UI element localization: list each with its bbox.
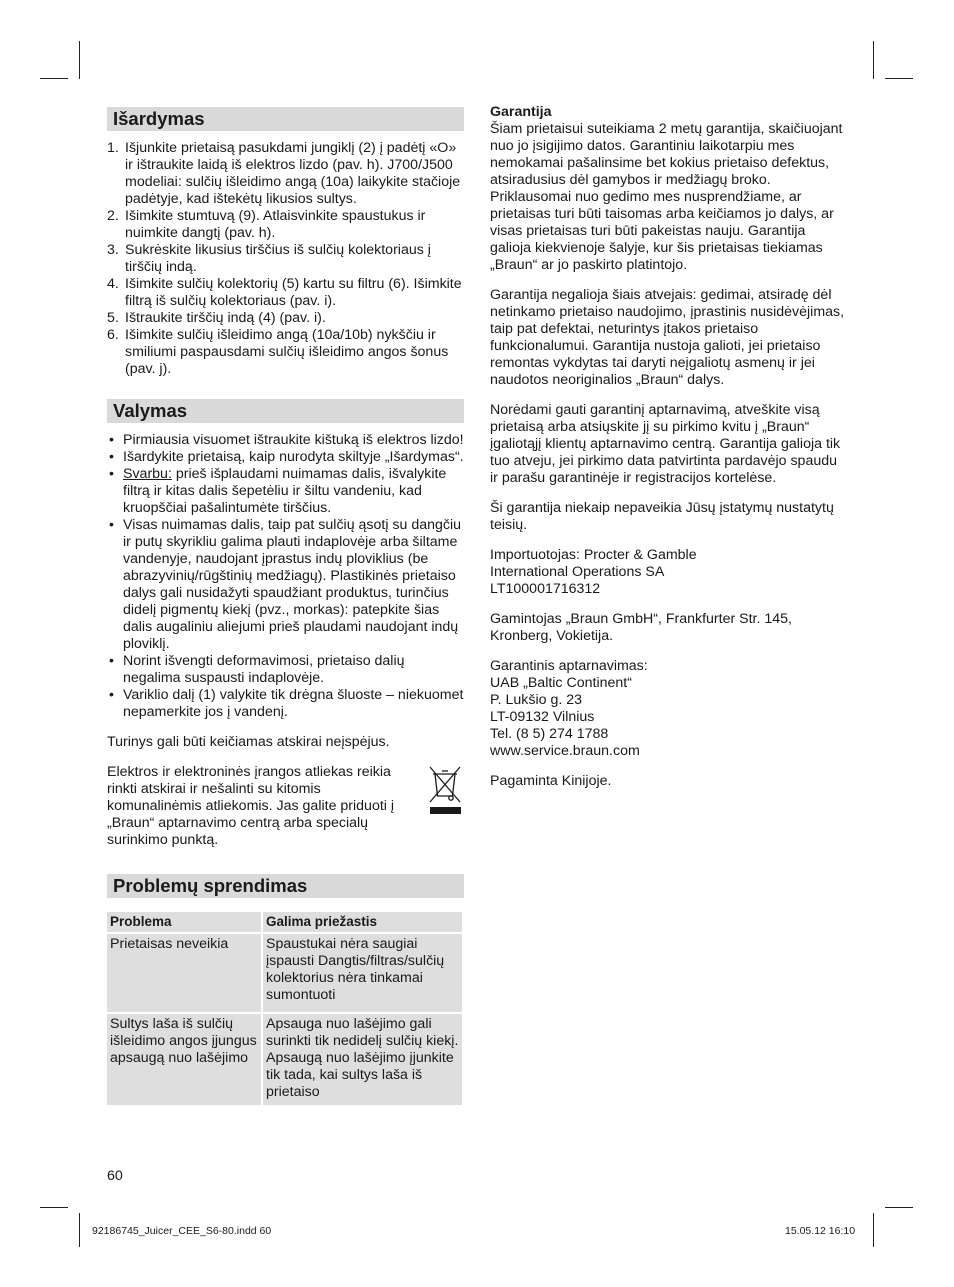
step-text: Išimkite sulčių kolektorių (5) kartu su filtru (6). Išimkite filtrą iš sulčių kolektoriaus (pav. i). — [125, 276, 462, 309]
step-text: Išimkite sulčių išleidimo angą (10a/10b) nykščiu ir smiliumi paspausdami sulčių išleidimo angos šonus (pav. j). — [125, 327, 449, 377]
made-in-text: Pagaminta Kinijoje. — [490, 773, 612, 789]
step-item — [107, 140, 464, 208]
warranty-paragraph: Norėdami gauti garantinį aptarnavimą, atveškite visą prietaisą arba atsiųskite jį su pirkimo kvitu į „Braun“ įgaliotąjį klientų aptarnavimo centrą. Garantija galioja tik tuo atveju, jei pirkimo data patvirtinta pardavėjo spaudu ir parašu garantinėje ir registracijos kortelėse. — [490, 402, 841, 486]
crop-mark — [40, 1207, 68, 1208]
step-number: 1. — [107, 140, 119, 156]
step-text: Išimkite stumtuvą (9). Atlaisvinkite spaustukus ir nuimkite dangtį (pav. h). — [125, 208, 426, 241]
service-line: Garantinis aptarnavimas: — [490, 658, 648, 674]
service-line: UAB „Baltic Continent“ — [490, 675, 632, 691]
bullet-text: Pirmiausia visuomet ištraukite kištuką iš elektros lizdo! — [123, 432, 464, 448]
troubleshooting-table — [105, 910, 464, 1107]
importer-line: International Operations SA — [490, 564, 665, 580]
step-item — [107, 310, 464, 327]
bullet-dot: • — [109, 687, 114, 703]
section-heading-cleaning: Valymas — [107, 399, 464, 423]
crop-mark — [40, 78, 68, 79]
warranty-paragraph: Garantija negalioja šiais atvejais: gedimai, atsiradę dėl netinkamo prietaiso naudojimo, įprastinis nusidėvėjimas, taip pat defektai, neturintys įtakos prietaiso funkcionalumui. Garantija nustoja galioti, jei prietaiso remontas vykdytas tai daryti neįgaliotų asmenų ir jei naudotos neoriginalios „Braun“ dalys. — [490, 287, 845, 388]
step-text: Sukrėskite likusius tirščius iš sulčių kolektoriaus į tirščių indą. — [125, 242, 431, 275]
step-text: Ištraukite tirščių indą (4) (pav. i). — [125, 310, 326, 326]
weee-text: Elektros ir elektroninės įrangos atliekas reikia rinkti atskirai ir nešalinti su kitomis komunalinėmis atliekomis. Jas galite priduoti į „Braun“ aptarnavimo centrą arba specialų surinkimo punktą. — [107, 764, 395, 848]
crop-mark — [885, 78, 913, 79]
footer-file-info: 92186745_Juicer_CEE_S6-80.indd 60 — [92, 1225, 272, 1237]
bullet-dot: • — [109, 432, 114, 448]
problem-cell: Prietaisas neveikia — [107, 934, 261, 1012]
table-row — [107, 1014, 462, 1105]
step-item — [107, 208, 464, 242]
bullet-dot: • — [109, 466, 114, 482]
importer-block — [490, 547, 846, 598]
bullet-text: Variklio dalį (1) valykite tik drėgna šluoste – niekuomet nepamerkite jos į vandenį. — [123, 687, 464, 720]
right-column — [490, 104, 846, 790]
important-label: Svarbu: — [123, 466, 172, 482]
importer-line: Importuotojas: Procter & Gamble — [490, 547, 697, 563]
step-text: Išjunkite prietaisą pasukdami jungiklį (2) į padėtį «O» ir ištraukite laidą iš elektros lizdo (pav. h). J700/J500 modeliai: sulčių išleidimo angą (10a) laikykite stačioje padėtyje, kad ištekėtų likusios sultys. — [125, 140, 461, 207]
table-row — [107, 934, 462, 1012]
column-header-cause: Galima priežastis — [263, 912, 462, 932]
step-number: 6. — [107, 327, 119, 343]
step-number: 2. — [107, 208, 119, 224]
column-header-problem: Problema — [107, 912, 261, 932]
cause-cell: Spaustukai nėra saugiai įspausti Dangtis/filtras/sulčių kolektorius nėra tinkamai sumontuoti — [263, 934, 462, 1012]
left-column — [107, 107, 464, 1107]
bullet-dot: • — [109, 517, 114, 533]
bullet-item — [107, 517, 464, 653]
step-number: 3. — [107, 242, 119, 258]
cleaning-bullets — [107, 432, 464, 721]
bullet-dot: • — [109, 449, 114, 465]
section-heading-disassembly: Išardymas — [107, 107, 464, 131]
warranty-paragraph: Šiam prietaisui suteikiama 2 metų garantija, skaičiuojant nuo jo įsigijimo datos. Garantiniu laikotarpiu mes nemokamai pašalinsime bet kokius prietaiso defektus, atsiradusius dėl gamybos ir medžiagų broko. Priklausomai nuo gedimo mes nusprendžiame, ar prietaisas turi būti taisomas arba keičiamos jo dalys, ar visas prietaisas turi būti pakeistas nauju. Garantija galioja kiekvienoje šalyje, kur šis prietaisas tiekiamas „Braun“ ar jo paskirto platintojo. — [490, 121, 843, 273]
weee-block — [107, 764, 464, 849]
bullet-text: Visas nuimamas dalis, taip pat sulčių ąsotį su dangčiu ir putų skyrikliu galima plauti indaplovėje arba šiltame vandenyje, naudojant įprastus indų ploviklius (be abrazyvinių/rūgštinių medžiagų). Plastikinės prietaiso dalys gali nusidažyti spaudžiant produktus, turinčius didelį pigmentų kiekį (pvz., morkas): patepkite šias dalis augaliniu aliejumi prieš plaudami naudojant indų ploviklį. — [123, 517, 462, 652]
manufacturer-text: Gamintojas „Braun GmbH“, Frankfurter Str. 145, Kronberg, Vokietija. — [490, 611, 792, 644]
section-heading-troubleshooting: Problemų sprendimas — [107, 874, 464, 898]
warranty-paragraph: Ši garantija niekaip nepaveikia Jūsų įstatymų nustatytų teisių. — [490, 500, 834, 533]
service-website-link[interactable]: www.service.braun.com — [490, 743, 640, 759]
service-line: P. Lukšio g. 23 — [490, 692, 583, 708]
crop-mark — [873, 1213, 874, 1247]
bullet-item — [107, 449, 464, 466]
bullet-text: Išardykite prietaisą, kaip nurodyta skiltyje „Išardymas“. — [123, 449, 464, 465]
bullet-text: prieš išplaudami nuimamas dalis, išvalykite filtrą ir kitas dalis šepetėliu ir šiltu vandeniu, kad kruopščiai pašalintumėte tirščius. — [123, 466, 447, 516]
bullet-item — [107, 687, 464, 721]
crop-mark — [885, 1207, 913, 1208]
step-number: 4. — [107, 276, 119, 292]
bullet-text: Norint išvengti deformavimosi, prietaiso dalių negalima suspausti indaplovėje. — [123, 653, 405, 686]
bullet-item — [107, 466, 464, 517]
service-line: LT-09132 Vilnius — [490, 709, 595, 725]
step-item — [107, 242, 464, 276]
crop-mark — [79, 1213, 80, 1247]
bullet-item — [107, 653, 464, 687]
service-line: Tel. (8 5) 274 1788 — [490, 726, 609, 742]
crop-mark — [873, 41, 874, 79]
notice-text: Turinys gali būti keičiamas atskirai neįspėjus. — [107, 734, 390, 750]
importer-line: LT100001716312 — [490, 581, 601, 597]
footer-datetime: 15.05.12 16:10 — [785, 1225, 856, 1237]
crossed-out-wheelie-bin-icon — [427, 764, 463, 818]
bullet-item — [107, 432, 464, 449]
crop-mark — [79, 41, 80, 79]
page-number: 60 — [107, 1168, 123, 1184]
warranty-title: Garantija — [490, 104, 552, 120]
service-block — [490, 658, 846, 760]
bullet-dot: • — [109, 653, 114, 669]
step-number: 5. — [107, 310, 119, 326]
step-item — [107, 327, 464, 378]
problem-cell: Sultys laša iš sulčių išleidimo angos įjungus apsaugą nuo lašėjimo — [107, 1014, 261, 1105]
table-header-row — [107, 912, 462, 932]
cause-cell: Apsauga nuo lašėjimo gali surinkti tik nedidelį sulčių kiekį. Apsaugą nuo lašėjimo įjunkite tik tada, kai sultys laša iš prietaiso — [263, 1014, 462, 1105]
disassembly-steps — [107, 140, 464, 378]
step-item — [107, 276, 464, 310]
